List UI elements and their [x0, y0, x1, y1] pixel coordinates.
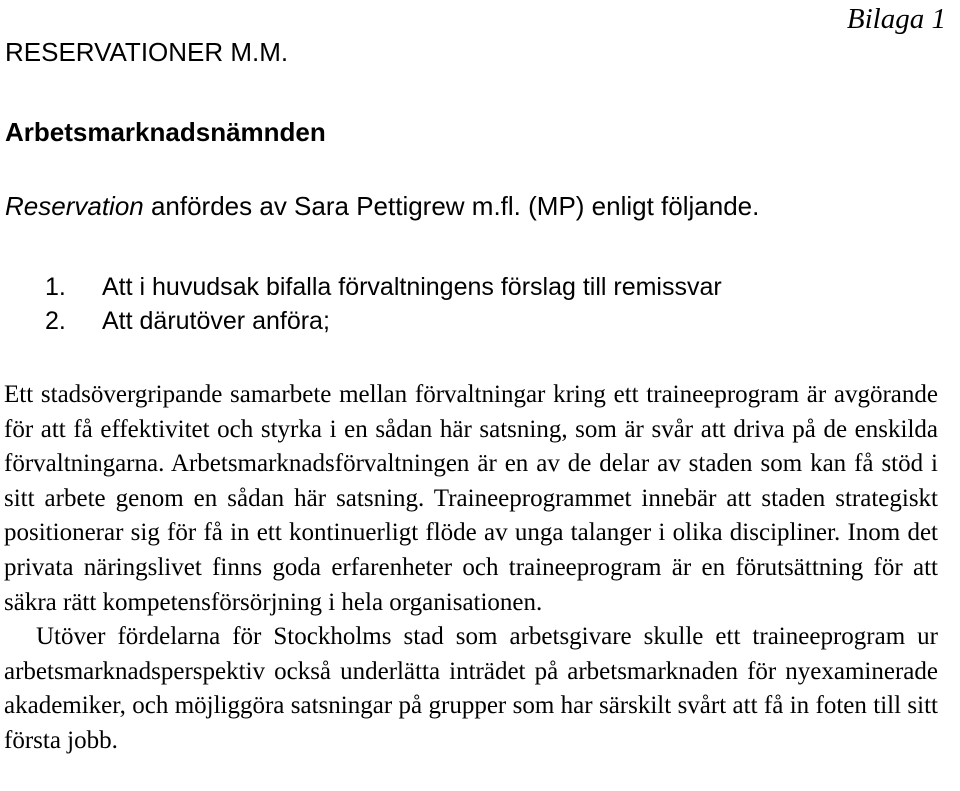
list-item-number: 1. — [45, 273, 66, 301]
list-item-text: Att därutöver anföra; — [102, 307, 330, 335]
paragraph: Utöver fördelarna för Stockholms stad som arbetsgivare skulle ett traineeprogram ur arbetsmarknadsperspektiv också underlätta inträdet på arbetsmarknaden för nyexaminerade akademiker, och möjliggöra satsningar på grupper som har särskilt svårt att få in foten till sitt första jobb. — [4, 623, 938, 754]
reservation-statement — [5, 190, 759, 222]
list-item — [0, 270, 722, 304]
list-item-number: 2. — [45, 307, 66, 335]
body-text — [4, 378, 938, 759]
document-title: RESERVATIONER M.M. — [5, 37, 289, 67]
paragraph: Ett stadsövergripande samarbete mellan förvaltningar kring ett traineeprogram är avgörande för att få effektivitet och styrka i en sådan här satsning, som är svår att driva på de enskilda förvaltningarna. Arbetsmarknadsförvaltningen är en av de delar av staden som kan få stöd i sitt arbete genom en sådan här satsning. Traineeprogrammet innebär att staden strategiskt positionerar sig för få in ett kontinuerligt flöde av unga talanger i olika discipliner. Inom det privata näringslivet finns goda erfarenheter och traineeprogram är en förutsättning för att säkra rätt kompetensförsörjning i hela organisationen. — [4, 381, 938, 616]
reservation-text: anfördes av Sara Pettigrew m.fl. (MP) enligt följande. — [143, 191, 760, 221]
reservation-term: Reservation — [5, 191, 144, 221]
decision-list — [0, 270, 722, 338]
list-item-text: Att i huvudsak bifalla förvaltningens förslag till remissvar — [102, 273, 722, 301]
appendix-label: Bilaga 1 — [846, 3, 946, 35]
list-item — [0, 304, 722, 338]
committee-heading: Arbetsmarknadsnämnden — [5, 117, 326, 147]
